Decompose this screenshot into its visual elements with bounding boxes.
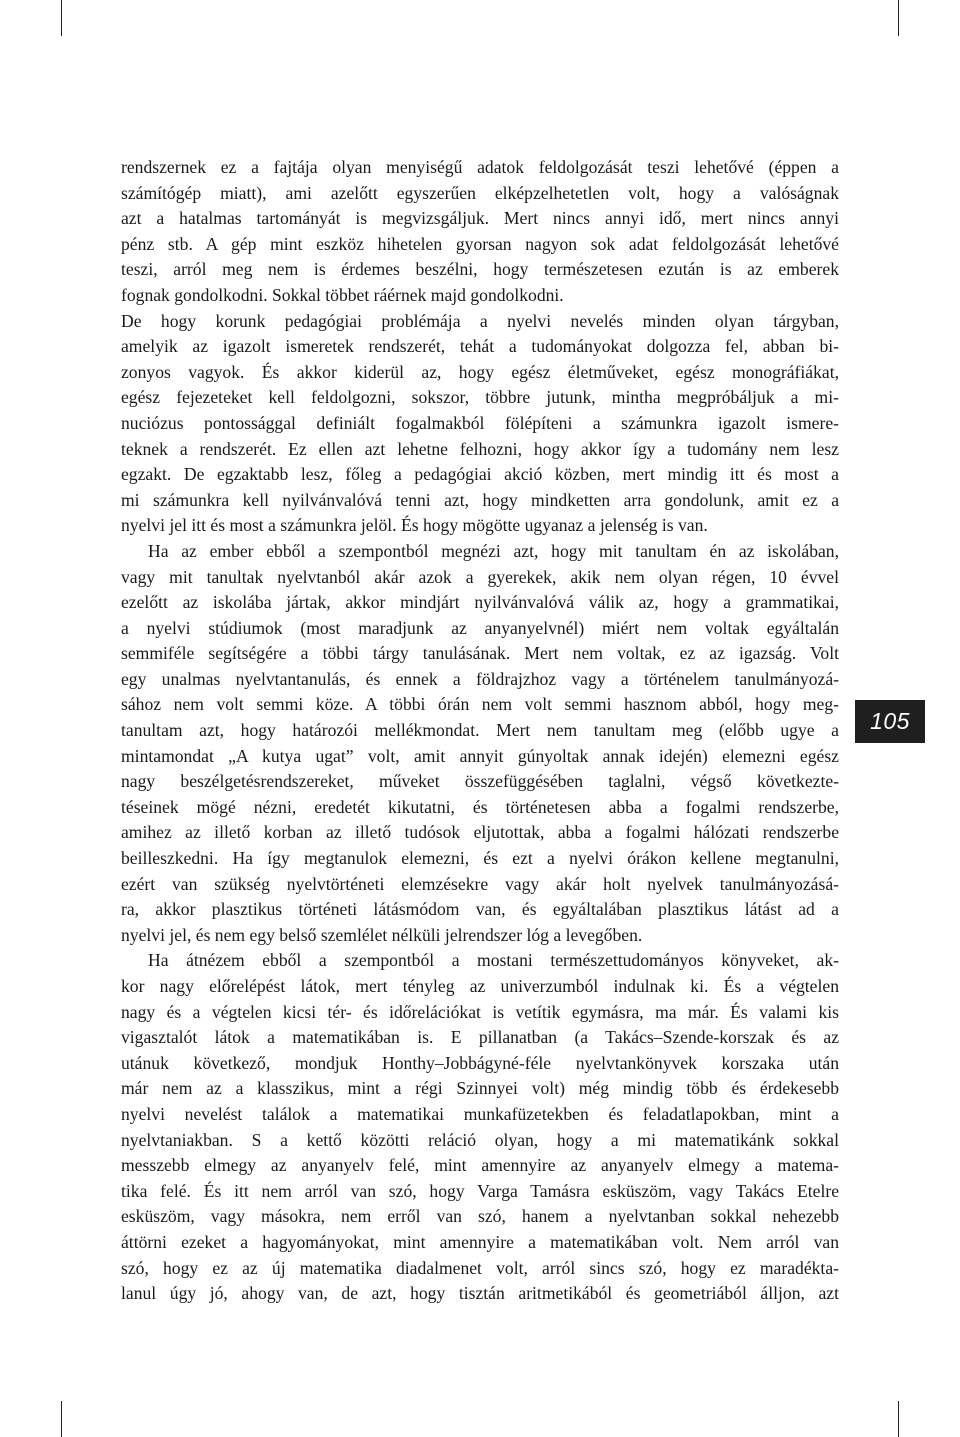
- crop-mark-top-left: [61, 0, 62, 36]
- text-line: De hogy korunk pedagógiai problémája a nyelvi nevelés minden olyan tárgyban,: [121, 310, 839, 331]
- text-line: nyelvi nevelést találok a matematikai munkafüzetekben és feladatlapokban, mint a: [121, 1103, 839, 1124]
- paragraph: [121, 539, 839, 949]
- text-line: a nyelvi stúdiumok (most maradjunk az anyanyelvnél) miért nem voltak egyáltalán: [121, 617, 839, 638]
- text-line: mintamondat „A kutya ugat” volt, amit annyit gúnyoltak annak idején) elemezni egész: [121, 745, 839, 766]
- text-line: teknek a rendszerét. Ez ellen azt lehetne felhozni, hogy akkor így a tudomány nem lesz: [121, 438, 839, 459]
- text-line: már nem az a klasszikus, mint a régi Szinnyei volt) még mindig több és érdekesebb: [121, 1078, 839, 1099]
- text-line: tika felé. És itt nem arról van szó, hogy Varga Tamásra esküszöm, vagy Takács Etelre: [121, 1180, 839, 1201]
- text-line: nyelvi jel itt és most a számunkra jelöl. És hogy mögötte ugyanaz a jelenség is van.: [121, 515, 708, 536]
- text-line: lanul úgy jó, ahogy van, de azt, hogy tisztán aritmetikából és geometriából álljon, azt: [121, 1283, 839, 1304]
- text-line: vagy mit tanultak nyelvtanból akár azok a gyerekek, akik nem olyan régen, 10 évvel: [121, 566, 839, 587]
- text-line: Ha átnézem ebből a szempontból a mostani természettudományos könyveket, ak-: [148, 950, 839, 971]
- text-line: amelyik az igazolt ismeretek rendszerét, tehát a tudományokat dolgozza fel, abban bi-: [121, 336, 839, 357]
- text-line: zonyos vagyok. És akkor kiderül az, hogy egész életműveket, egész monográfiákat,: [121, 361, 839, 382]
- text-line: rendszernek ez a fajtája olyan menyiségű adatok feldolgozását teszi lehetővé (éppen a: [121, 157, 839, 177]
- text-line: nyelvtaniakban. S a kettő közötti reláció olyan, hogy a mi matematikánk sokkal: [121, 1129, 839, 1150]
- text-line: pénz stb. A gép mint eszköz hihetelen gyorsan nagyon sok adat feldolgozását lehetővé: [121, 233, 839, 254]
- text-line: amihez az illető korban az illető tudósok eljutottak, abba a fogalmi hálózati rendszerbe: [121, 822, 839, 843]
- body-text: [121, 155, 839, 1307]
- text-line: teszi, arról meg nem is érdemes beszélni, hogy természetesen ezután is az emberek: [121, 259, 839, 280]
- text-line: nyelvi jel, és nem egy belső szemlélet nélküli jelrendszer lóg a levegőben.: [121, 924, 643, 945]
- crop-mark-top-right: [898, 0, 899, 36]
- paragraph: [121, 309, 839, 539]
- text-line: egész fejezeteket kell feldolgozni, sokszor, többre jutunk, mintha megpróbáljuk a mi-: [121, 387, 839, 408]
- text-line: nagy és a végtelen kicsi tér- és időrelációkat is vetítik egymásra, ma már. És valami kis: [121, 1001, 839, 1022]
- crop-mark-bottom-right: [898, 1401, 899, 1437]
- text-line: ezért van szükség nyelvtörténeti elemzésekre vagy akár holt nyelvek tanulmányozásá-: [121, 873, 839, 894]
- paragraph: [121, 155, 839, 309]
- text-line: tanultam azt, hogy határozói mellékmondat. Mert nem tanultam meg (előbb ugye a: [121, 720, 839, 741]
- text-line: szó, hogy ez az új matematika diadalmenet volt, arról sincs szó, hogy ez maradékta-: [121, 1257, 839, 1278]
- text-line: Ha az ember ebből a szempontból megnézi azt, hogy mit tanultam én az iskolában,: [148, 540, 839, 561]
- page-number: 105: [870, 708, 910, 734]
- text-line: egy unalmas nyelvtantanulás, és ennek a földrajzhoz vagy a történelem tanulmányozá-: [121, 668, 839, 689]
- text-line: fognak gondolkodni. Sokkal többet ráérnek majd gondolkodni.: [121, 284, 564, 305]
- text-line: kor nagy előrelépést látok, mert tényleg az univerzumból indulnak ki. És a végtelen: [121, 976, 839, 996]
- text-line: téseinek mögé nézni, eredetét kikutatni, és történetesen abba a fogalmi rendszerbe,: [121, 796, 839, 817]
- text-line: beilleszkedni. Ha így megtanulok elemezni, és ezt a nyelvi órákon kellene megtanulni,: [121, 848, 839, 869]
- text-line: sához nem volt semmi köze. A többi órán nem volt semmi hasznom abból, hogy meg-: [121, 694, 839, 715]
- text-line: nuciózus pontossággal definiált fogalmakból fölépíteni a számunkra igazolt ismere-: [121, 412, 839, 433]
- text-line: ezelőtt az iskolába jártak, akkor mindjárt nyilvánvalóvá válik az, hogy a grammatikai,: [121, 592, 839, 613]
- text-line: vigasztalót látok a matematikában is. E pillanatban (a Takács–Szende-korszak és az: [121, 1027, 839, 1048]
- text-line: azt a hatalmas tartományát is megvizsgáljuk. Mert nincs annyi idő, mert nincs annyi: [121, 208, 839, 229]
- text-line: mi számunkra kell nyilvánvalóvá tenni azt, hogy mindketten arra gondolunk, amit ez a: [121, 489, 839, 510]
- text-line: áttörni ezeket a hagyományokat, mint amennyire a matematikában volt. Nem arról van: [121, 1231, 839, 1252]
- text-line: utánuk következő, mondjuk Honthy–Jobbágyné-féle nyelvtankönyvek korszaka után: [121, 1052, 839, 1073]
- crop-mark-bottom-left: [61, 1401, 62, 1437]
- text-line: esküszöm, vagy másokra, nem erről van szó, hanem a nyelvtanban sokkal nehezebb: [121, 1206, 839, 1227]
- text-line: számítógép miatt), ami azelőtt egyszerűen elképzelhetetlen volt, hogy a valóságnak: [121, 182, 839, 203]
- text-line: ra, akkor plasztikus történeti látásmódom van, és egyáltalában plasztikus látást ad a: [121, 899, 839, 920]
- text-line: messzebb elmegy az anyanyelv felé, mint amennyire az anyanyelv elmegy a matema-: [121, 1155, 839, 1176]
- text-line: semmiféle segítségére a többi tárgy tanulásának. Mert nem voltak, ez az igazság. Volt: [121, 643, 839, 664]
- text-line: nagy beszélgetésrendszereket, műveket összefüggésében taglalni, végső következte-: [121, 771, 839, 792]
- paragraph: [121, 948, 839, 1306]
- text-line: egzakt. De egzaktabb lesz, főleg a pedagógiai akció közben, mert mindig itt és most a: [121, 464, 839, 485]
- page-number-tab: [855, 700, 925, 743]
